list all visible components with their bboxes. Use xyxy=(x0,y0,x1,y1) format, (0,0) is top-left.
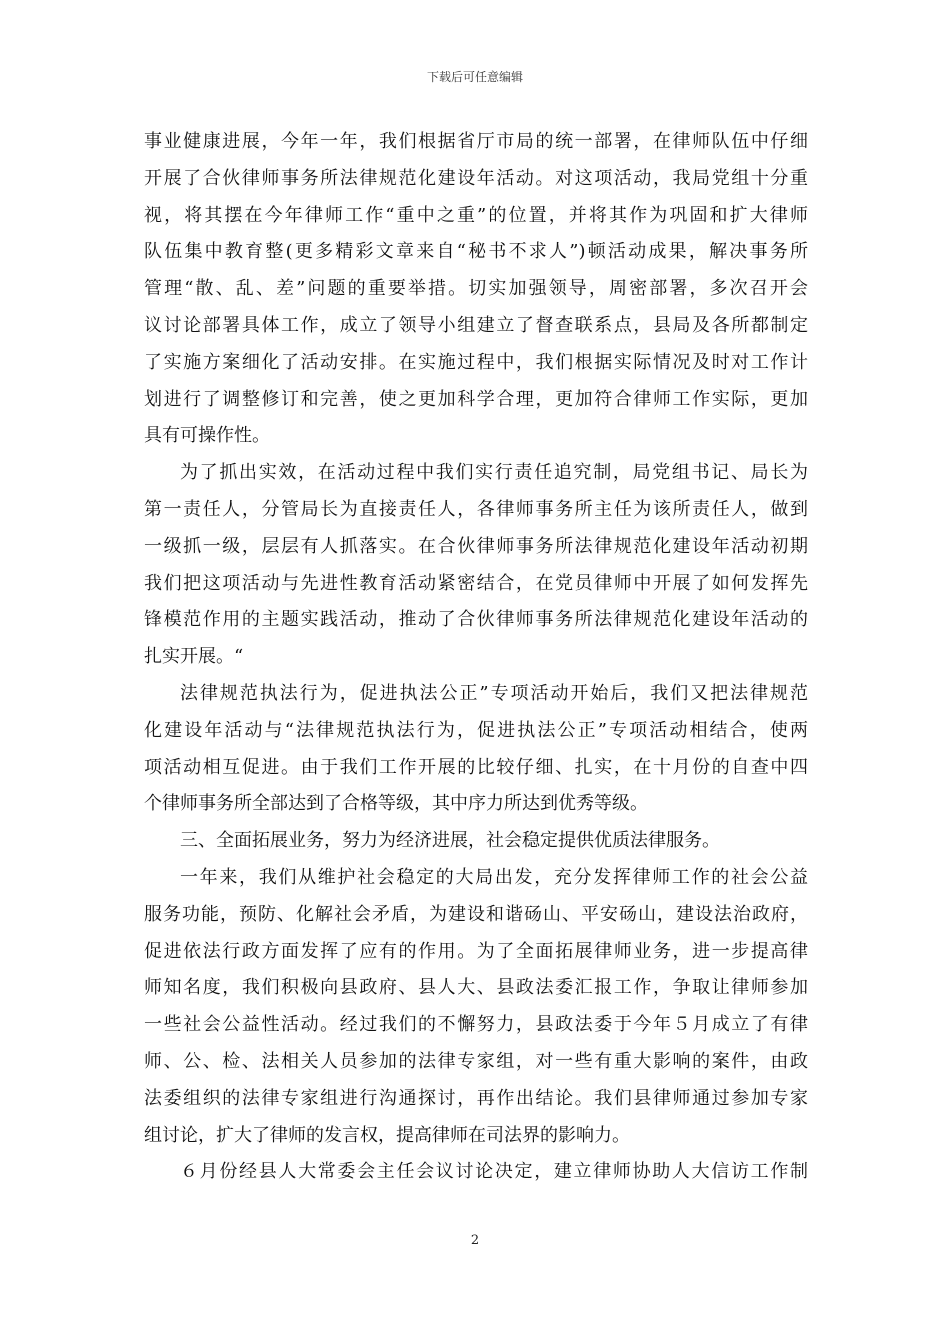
text-line: 开展了合伙律师事务所法律规范化建设年活动。对这项活动，我局党组十分重 xyxy=(144,167,808,189)
text-line: 一年来，我们从维护社会稳定的大局出发，充分发挥律师工作的社会公益 xyxy=(180,866,808,888)
text-line: 促进依法行政方面发挥了应有的作用。为了全面拓展律师业务，进一步提高律 xyxy=(144,940,808,962)
text-line: 师知名度，我们积极向县政府、县人大、县政法委汇报工作，争取让律师参加 xyxy=(144,977,808,999)
text-line: 议讨论部署具体工作，成立了领导小组建立了督查联系点，县局及各所都制定 xyxy=(144,314,808,336)
text-line: 三、全面拓展业务，努力为经济进展，社会稳定提供优质法律服务。 xyxy=(180,830,720,852)
text-line: 组讨论，扩大了律师的发言权，提高律师在司法界的影响力。 xyxy=(144,1124,630,1146)
text-line: 队伍集中教育整(更多精彩文章来自“秘书不求人”)顿活动成果，解决事务所 xyxy=(144,241,808,263)
text-line: ６月份经县人大常委会主任会议讨论决定，建立律师协助人大信访工作制 xyxy=(180,1161,808,1183)
text-line: 了实施方案细化了活动安排。在实施过程中，我们根据实际情况及时对工作计 xyxy=(144,351,808,373)
text-line: 项活动相互促进。由于我们工作开展的比较仔细、扎实，在十月份的自查中四 xyxy=(144,756,808,778)
page-number: 2 xyxy=(470,1233,480,1248)
text-line: 一些社会公益性活动。经过我们的不懈努力，县政法委于今年５月成立了有律 xyxy=(144,1014,808,1036)
text-line: 个律师事务所全部达到了合格等级，其中序力所达到优秀等级。 xyxy=(144,793,648,815)
text-line: 服务功能，预防、化解社会矛盾，为建设和谐砀山、平安砀山，建设法治政府， xyxy=(144,903,808,925)
text-line: 锋模范作用的主题实践活动，推动了合伙律师事务所法律规范化建设年活动的 xyxy=(144,609,808,631)
text-line: 我们把这项活动与先进性教育活动紧密结合，在党员律师中开展了如何发挥先 xyxy=(144,572,808,594)
text-line: 管理“散、乱、差”问题的重要举措。切实加强领导，周密部署，多次召开会 xyxy=(144,278,808,300)
text-line: 师、公、检、法相关人员参加的法律专家组，对一些有重大影响的案件，由政 xyxy=(144,1050,808,1072)
text-line: 一级抓一级，层层有人抓落实。在合伙律师事务所法律规范化建设年活动初期 xyxy=(144,535,808,557)
text-line: 视，将其摆在今年律师工作“重中之重”的位置，并将其作为巩固和扩大律师 xyxy=(144,204,808,226)
text-line: 法委组织的法律专家组进行沟通探讨，再作出结论。我们县律师通过参加专家 xyxy=(144,1087,808,1109)
text-line: 为了抓出实效，在活动过程中我们实行责任追究制，局党组书记、局长为 xyxy=(180,462,808,484)
text-line: 划进行了调整修订和完善，使之更加科学合理，更加符合律师工作实际，更加 xyxy=(144,388,808,410)
text-line: 扎实开展。“ xyxy=(144,646,244,668)
text-line: 化建设年活动与“法律规范执法行为，促进执法公正”专项活动相结合，使两 xyxy=(144,719,808,741)
text-line: 具有可操作性。 xyxy=(144,425,270,447)
body-text xyxy=(144,124,808,1191)
text-line: 法律规范执法行为，促进执法公正”专项活动开始后，我们又把法律规范 xyxy=(180,682,808,704)
header-note: 下载后可任意编辑 xyxy=(426,70,523,84)
text-line: 事业健康进展，今年一年，我们根据省厅市局的统一部署，在律师队伍中仔细 xyxy=(144,131,808,152)
text-line: 第一责任人，分管局长为直接责任人，各律师事务所主任为该所责任人，做到 xyxy=(144,498,808,520)
